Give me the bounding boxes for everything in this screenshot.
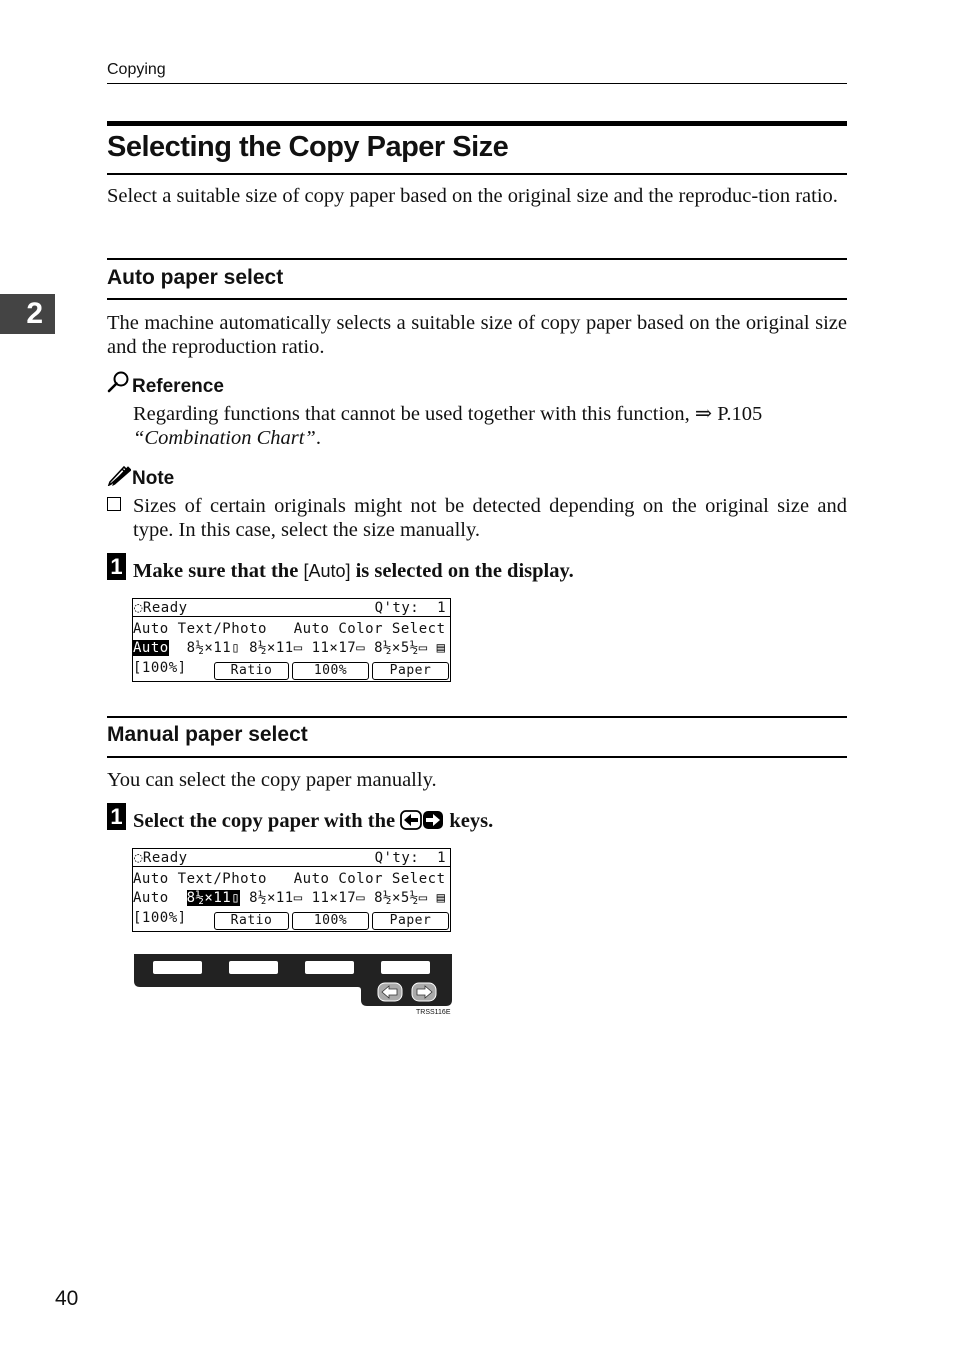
selection-key-3[interactable] xyxy=(305,961,354,974)
lcd-ratio-button[interactable]: Ratio xyxy=(214,662,289,680)
lcd-size-line xyxy=(133,890,446,906)
lcd-100-percent-button[interactable]: 100% xyxy=(292,912,369,930)
lcd-selected-size: 8½×11▯ xyxy=(186,890,241,906)
reference-text-after: . xyxy=(315,427,321,449)
lcd-paper-button[interactable]: Paper xyxy=(372,912,449,930)
chapter-number: 2 xyxy=(26,297,43,330)
note-item: Sizes of certain originals might not be detected depending on the original size and type. In this case, select the size manually. xyxy=(133,495,847,541)
image-code: TRSS116E xyxy=(416,1009,451,1016)
control-panel-keys xyxy=(132,952,453,1008)
right-arrow-key-icon[interactable] xyxy=(412,983,436,1001)
combination-chart-link[interactable]: “Combination Chart” xyxy=(133,427,316,449)
lcd-display-manual xyxy=(132,848,451,932)
lcd-size-line xyxy=(133,640,446,656)
lcd-paper-button[interactable]: Paper xyxy=(372,662,449,680)
section-rule-bottom xyxy=(107,298,847,300)
left-arrow-key-icon[interactable] xyxy=(378,983,402,1001)
step-text-after: is selected on the display. xyxy=(350,560,574,582)
step-instruction-manual xyxy=(133,810,493,833)
step-number: 1 xyxy=(107,803,126,830)
lcd-quantity: Q'ty: 1 xyxy=(374,850,446,866)
intro-paragraph: Select a suitable size of copy paper based on the original size and the reproduc-tion ratio. xyxy=(107,185,838,207)
pencil-icon xyxy=(107,464,131,486)
step-text-after: keys. xyxy=(444,810,494,832)
left-right-arrow-keys-icon xyxy=(400,810,444,830)
page-title: Selecting the Copy Paper Size xyxy=(107,131,509,163)
step-instruction-auto xyxy=(133,560,574,583)
step-number: 1 xyxy=(107,553,126,580)
section-rule-top xyxy=(107,258,847,260)
lcd-separator xyxy=(133,616,450,617)
lcd-ratio-display: [100%] xyxy=(133,910,187,926)
lcd-status: ◌Ready xyxy=(134,600,188,616)
lcd-quantity: Q'ty: 1 xyxy=(374,600,446,616)
auto-key-label: [Auto] xyxy=(303,561,351,581)
lcd-display-auto xyxy=(132,598,451,682)
lcd-mode-line: Auto Text/Photo Auto Color Select xyxy=(133,621,446,637)
section-title-auto: Auto paper select xyxy=(107,266,284,289)
lcd-paper-sizes: 8½×11▭ 11×17▭ 8½×5½▭ ▤ xyxy=(240,890,446,906)
lcd-ratio-button[interactable]: Ratio xyxy=(214,912,289,930)
page-number: 40 xyxy=(55,1287,79,1310)
lcd-auto-selected: Auto xyxy=(133,640,169,656)
title-rule-bottom xyxy=(107,173,847,175)
running-head: Copying xyxy=(107,61,166,78)
header-rule xyxy=(107,83,847,84)
chapter-tab xyxy=(0,294,55,334)
selection-key-1[interactable] xyxy=(153,961,202,974)
reference-label: Reference xyxy=(132,376,224,397)
selection-key-2[interactable] xyxy=(229,961,278,974)
lcd-mode-line: Auto Text/Photo Auto Color Select xyxy=(133,871,446,887)
lcd-paper-sizes: 8½×11▯ 8½×11▭ 11×17▭ 8½×5½▭ ▤ xyxy=(168,640,446,656)
lcd-separator xyxy=(133,866,450,867)
section-rule-top xyxy=(107,716,847,718)
lcd-status: ◌Ready xyxy=(134,850,188,866)
reference-text-before: Regarding functions that cannot be used together with this function, ⇒ P.105 xyxy=(133,403,763,425)
step-text-before: Select the copy paper with the xyxy=(133,810,401,832)
title-rule-top xyxy=(107,121,847,126)
section-title-manual: Manual paper select xyxy=(107,723,308,746)
lcd-auto-label: Auto xyxy=(133,890,187,906)
auto-paragraph: The machine automatically selects a suitable size of copy paper based on the original size and the reproduction ratio. xyxy=(107,312,847,358)
step-text-before: Make sure that the xyxy=(133,560,304,582)
reference-text xyxy=(133,402,847,450)
lcd-ratio-display: [100%] xyxy=(133,660,187,676)
checkbox-bullet-icon xyxy=(107,497,121,511)
section-rule-bottom xyxy=(107,756,847,758)
lcd-100-percent-button[interactable]: 100% xyxy=(292,662,369,680)
magnifier-icon xyxy=(107,370,131,394)
selection-key-4[interactable] xyxy=(381,961,430,974)
manual-paragraph: You can select the copy paper manually. xyxy=(107,769,437,791)
note-label: Note xyxy=(132,468,175,489)
